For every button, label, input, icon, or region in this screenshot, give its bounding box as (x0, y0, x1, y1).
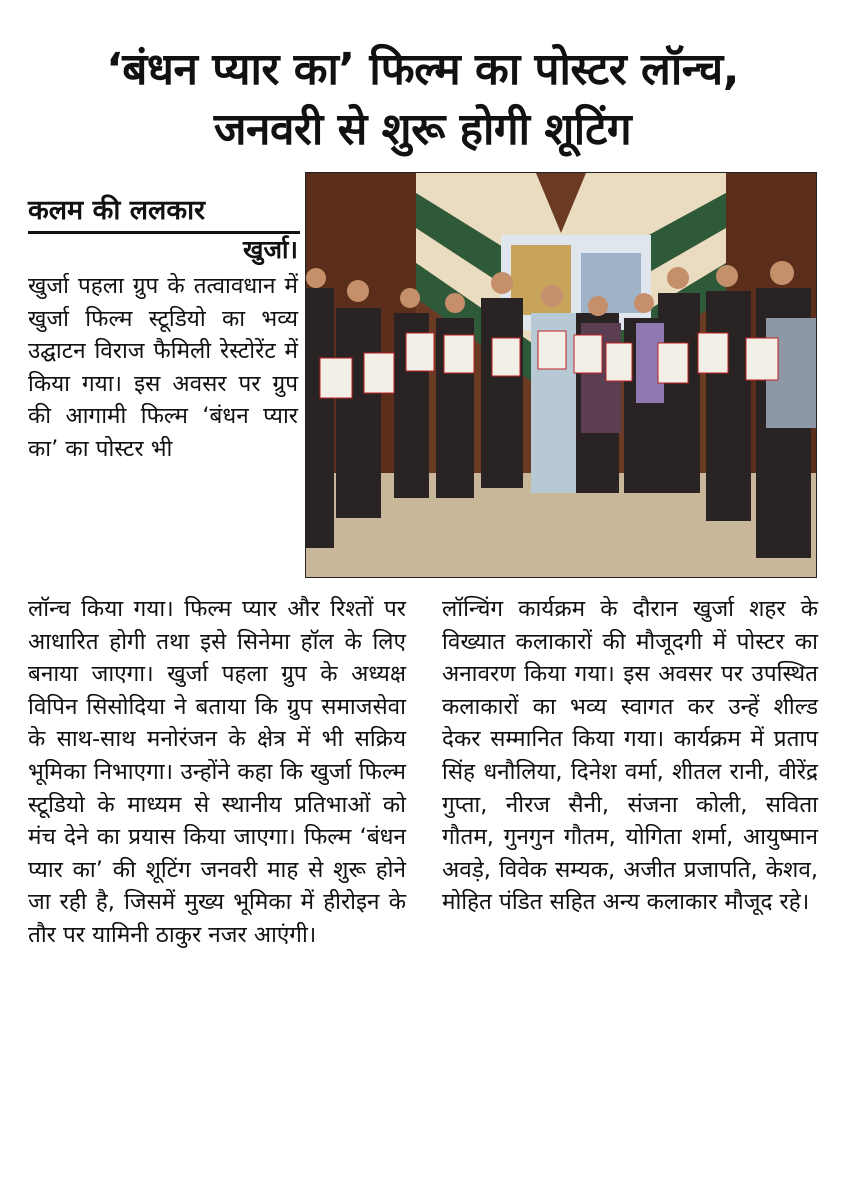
article-intro-column (28, 270, 298, 466)
byline: कलम की ललकार (28, 190, 300, 234)
article-left-text: लॉन्च किया गया। फिल्म प्यार और रिश्तों पर आधारित होगी तथा इसे सिनेमा हॉल के लिए बनाया जाएगा। खुर्जा पहला ग्रुप के अध्यक्ष विपिन सिसोदिया ने बताया कि ग्रुप समाजसेवा के साथ-साथ मनोरंजन के क्षेत्र में भी सक्रिय भूमिका निभाएगा। उन्होंने कहा कि खुर्जा फिल्म स्टूडियो के माध्यम से स्थानीय प्रतिभाओं को मंच देने का प्रयास किया जाएगा। फिल्म ‘बंधन प्यार का’ की शूटिंग जनवरी माह से शुरू होने जा रही है, जिसमें मुख्य भूमिका में हीरोइन के तौर पर यामिनी ठाकुर नजर आएंगी। (28, 596, 406, 948)
article-left-column (28, 593, 406, 952)
headline (20, 40, 825, 160)
headline-line-1: ‘बंधन प्यार का’ फिल्म का पोस्टर लॉन्च, (106, 44, 739, 95)
article-intro-text: खुर्जा पहला ग्रुप के तत्वावधान में खुर्जा फिल्म स्टूडियो का भव्य उद्घाटन विराज फैमिली रेस्टोरेंट में किया गया। इस अवसर पर ग्रुप की आगामी फिल्म ‘बंधन प्यार का’ का पोस्टर भी (28, 273, 298, 462)
article-right-text: लॉन्चिंग कार्यक्रम के दौरान खुर्जा शहर के विख्यात कलाकारों की मौजूदगी में पोस्टर का अनावरण किया गया। इस अवसर पर उपस्थित कलाकारों का भव्य स्वागत कर उन्हें शील्ड देकर सम्मानित किया गया। कार्यक्रम में प्रताप सिंह धनौलिया, दिनेश वर्मा, शीतल रानी, वीरेंद्र गुप्ता, नीरज सैनी, संजना कोली, सविता गौतम, गुनगुन गौतम, योगिता शर्मा, आयुष्मान अवड़े, विवेक सम्यक, अजीत प्रजापति, केशव, मोहित पंडित सहित अन्य कलाकार मौजूद रहे। (442, 596, 818, 916)
group-photo-icon (306, 173, 816, 577)
dateline: खुर्जा। (243, 235, 298, 264)
article-right-column (442, 593, 818, 919)
headline-line-2: जनवरी से शुरू होगी शूटिंग (213, 104, 632, 155)
event-photo (305, 172, 817, 578)
